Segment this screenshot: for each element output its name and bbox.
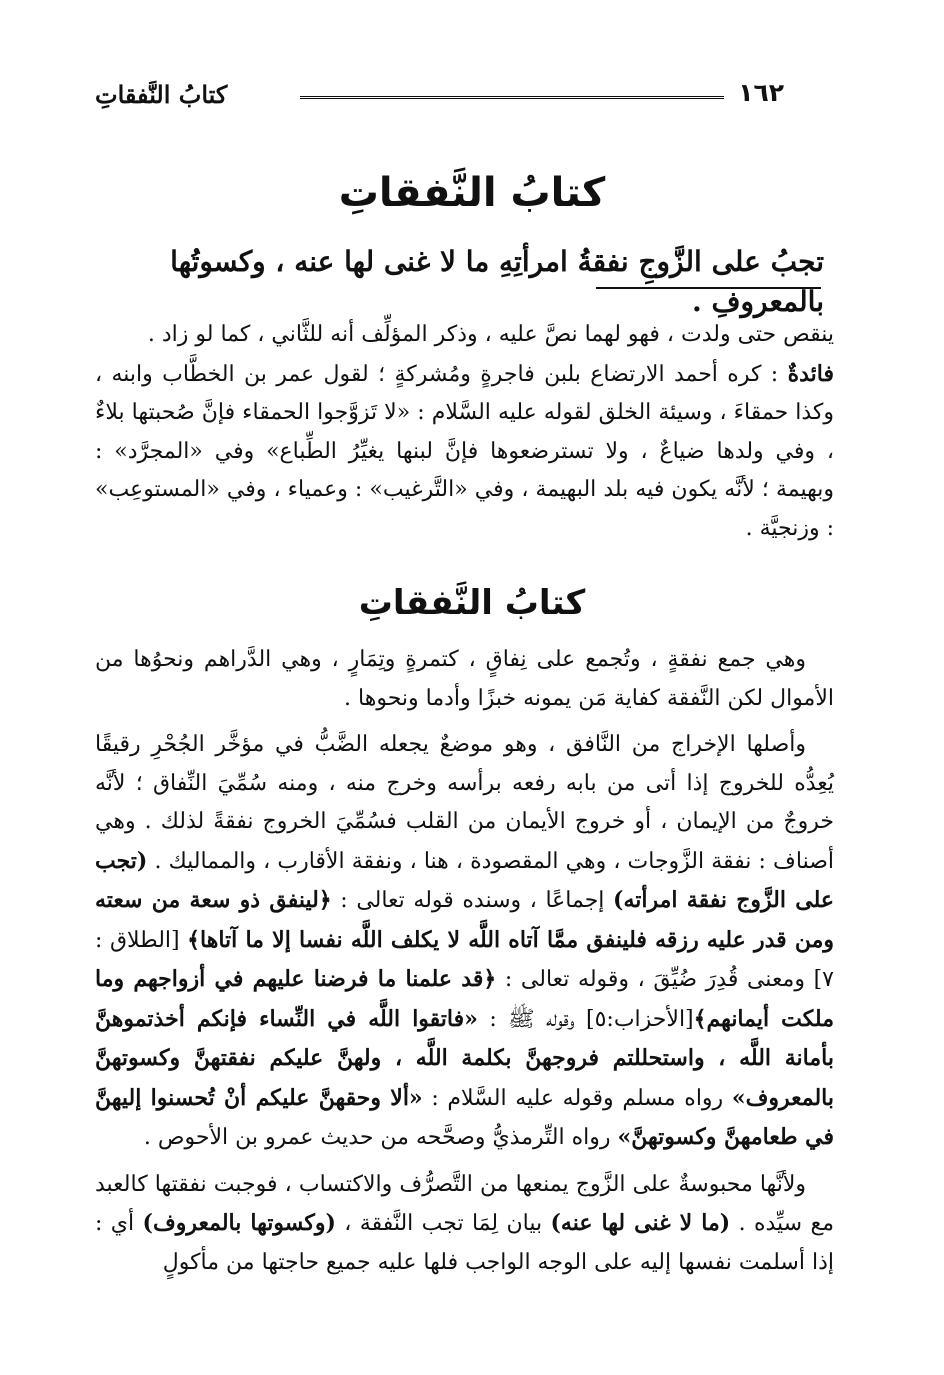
commentary-segment: أي : إذا أسلمت نفسها إليه على الوجه الواجب فلها عليه جميع حاجتها من مأكولٍ [95, 1211, 834, 1275]
matn-quote: (تجب على الزَّوج نفقة امرأته) [95, 847, 835, 913]
quran-verse: ﴿قد علمنا ما فرضنا عليهم في أزواجهم وما ملكت أيمانهم﴾ [95, 966, 834, 1032]
commentary-segment: بيان لِمَا تجب النَّفقة ، [335, 1211, 551, 1236]
faida-text: : كره أحمد الارتضاع بلبن فاجرةٍ ومُشركةٍ ؛ لقول عمر بن الخطَّاب وابنه ، وكذا حمقاءَ ، وسيئة الخلق لقوله عليه السَّلام : «لا تَزوَّجوا الحمقاء فإنَّ صُحبتها بلاءٌ ، وفي ولدها ضياعٌ ، ولا تسترضعوها فإنَّ لبنها يغيِّرُ الطِّباع» وفي «المجرَّد» : وبهيمة ؛ لأنَّه يكون فيه بلد البهيمة ، وفي «التَّرغيب» : وعمياء ، وفي «المستوعِب» : وزنجيَّة . [95, 361, 834, 541]
prelude-line: ينقص حتى ولدت ، فهو لهما نصَّ عليه ، وذكر المؤلِّف أنه للثَّاني ، كما لو زاد . [147, 322, 834, 347]
commentary-paragraph-3 [95, 1166, 834, 1283]
commentary-segment: [الطلاق : ٧] ومعنى قُدِرَ ضُيِّقَ ، وقوله تعالى : [95, 927, 834, 992]
commentary-segment: إجماعًا ، وسنده قوله تعالى : [331, 888, 614, 913]
commentary-segment: رواه التِّرمذيُّ وصحَّحه من حديث عمرو بن الأحوص . [143, 1125, 618, 1150]
commentary-segment: وأصلها الإخراج من النَّافق ، وهو موضعٌ يجعله الضَّبُّ في مؤخَّر الجُحْرِ رقيقًا يُعِدُّه للخروج إذا أتى من بابه رفعه برأسه وخرج منه ، ومنه سُمِّيَ النِّفاق ؛ لأنَّه خروجٌ من الإيمان ، أو خروج الأيمان من القلب فسُمِّيَ الخروج نفقةً لذلك . وهي أصناف : نفقة الزَّوجات ، وهي المقصودة ، هنا ، ونفقة الأقارب ، والمماليك . [95, 732, 834, 874]
hadith-quote: «فاتقوا اللَّه في النِّساء فإنكم أخذتموهنَّ بأمانة اللَّه ، واستحللتم فروجهنَّ بكلمة اللَّه ، ولهنَّ عليكم نفقتهنَّ وكسوتهنَّ بالمعروف» [95, 1005, 835, 1111]
faida-label: فائدةٌ [787, 360, 834, 387]
running-title: كتابُ النَّفقاتِ [95, 80, 228, 109]
matn-rule [596, 287, 821, 289]
matn-quote: (وكسوتها بالمعروف) [142, 1210, 336, 1236]
section-title: كتابُ النَّفقاتِ [358, 583, 586, 623]
running-header [95, 78, 784, 112]
matn-text: تجبُ على الزَّوجِ نفقةُ امرأتِهِ ما لا غنى لها عنه ، وكسوتُها بالمعروفِ . [170, 245, 824, 318]
commentary-segment: ولأنَّها محبوسةٌ على الزَّوج يمنعها من التَّصرُّف والاكتساب ، فوجبت نفقتها كالعبد مع سيِّده . [95, 1171, 834, 1236]
faida-paragraph [95, 355, 834, 549]
prelude-text [95, 316, 834, 548]
page-number: ١٦٢ [738, 78, 784, 107]
commentary-segment: رواه مسلم وقوله عليه السَّلام : [422, 1085, 732, 1111]
matn-quote: (ما لا غنى لها عنه) [550, 1210, 731, 1236]
quran-verse: ﴿لينفق ذو سعة من سعته ومن قدر عليه رزقه فلينفق ممَّا آتاه اللَّه لا يكلف اللَّه نفسا إلا ما آتاها﴾ [95, 887, 834, 953]
commentary-paragraph-2 [95, 726, 834, 1158]
commentary-segment: [الأحزاب:٥] وقوله ﷺ : [477, 1006, 694, 1032]
hadith-quote: «ألا وحقهنَّ عليكم أنْ تُحسنوا إليهنَّ في طعامهنَّ وكسوتهنَّ» [95, 1084, 834, 1150]
commentary-paragraph-1: وهي جمع نفقةٍ ، وتُجمع على نِفاقٍ ، كتمرةٍ وتِمَارٍ ، وهي الدَّراهم ونحوُها من الأموال لكن النَّفقة كفاية مَن يمونه خبزًا وأدما ونحوها . [95, 647, 834, 711]
commentary-text [95, 641, 834, 1290]
header-rule [300, 96, 724, 99]
book-title: كتابُ النَّفقاتِ [338, 170, 606, 216]
